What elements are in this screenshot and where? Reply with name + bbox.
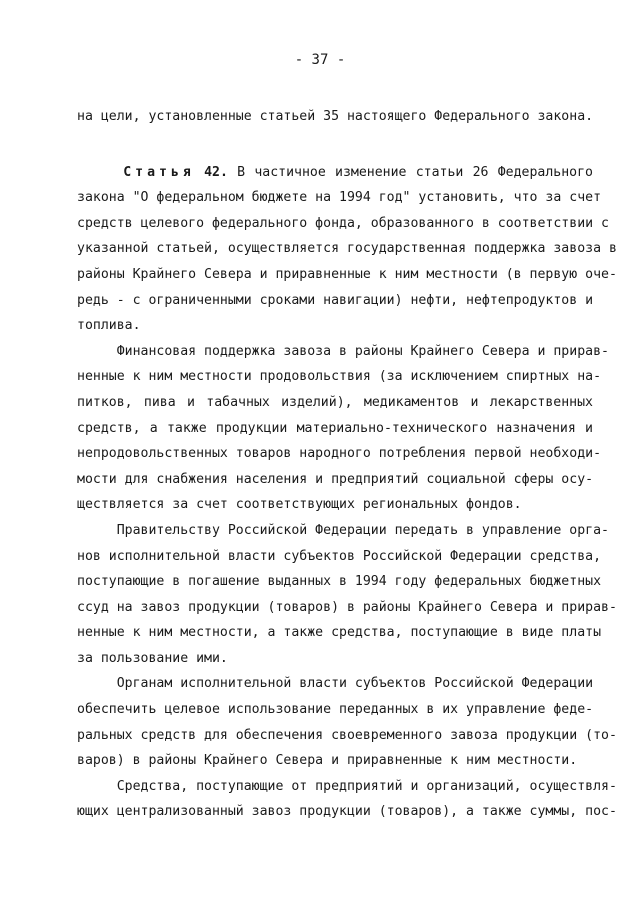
text-line: средств целевого федерального фонда, образованного в соответствии с <box>77 215 609 231</box>
text-line: поступающие в погашение выданных в 1994 году федеральных бюджетных <box>77 574 602 590</box>
page-number: - 37 - <box>294 52 346 68</box>
text-line: Органам исполнительной власти субъектов Российской Федерации <box>77 676 594 692</box>
text-line: указанной статьей, осуществляется государственная поддержка завоза в <box>77 241 617 257</box>
text-line: ненные к ним местности, а также средства, поступающие в виде платы <box>77 625 602 641</box>
article-text: В частичное изменение статьи 26 Федерального <box>227 164 593 180</box>
text-line: за пользование ими. <box>77 650 228 666</box>
paragraph-gap <box>77 130 593 160</box>
article-number: 42. <box>204 164 228 180</box>
text-line: мости для снабжения населения и предприятий социальной сферы осу- <box>77 471 594 487</box>
text-line: ненные к ним местности продовольствия (за исключением спиртных на- <box>77 369 602 385</box>
text-line: обеспечить целевое использование переданных в их управление феде- <box>77 702 594 718</box>
text-line: Финансовая поддержка завоза в районы Крайнего Севера и прирав- <box>77 343 609 359</box>
article-heading-line <box>77 160 593 186</box>
text-line: нов исполнительной власти субъектов Российской Федерации средства, <box>77 548 602 564</box>
text-line: закона "О федеральном бюджете на 1994 год" установить, что за счет <box>77 190 602 206</box>
article-label: Статья <box>123 164 195 180</box>
text-line: редь - с ограниченными сроками навигации) нефти, нефтепродуктов и <box>77 292 594 308</box>
text-line: топлива. <box>77 318 141 334</box>
text-line: Правительству Российской Федерации передать в управление орга- <box>77 522 609 538</box>
text-line: ссуд на завоз продукции (товаров) в районы Крайнего Севера и прирав- <box>77 599 617 615</box>
text-line: ющих централизованный завоз продукции (товаров), а также суммы, пос- <box>77 804 617 820</box>
text-line: ществляется за счет соответствующих региональных фондов. <box>77 497 522 513</box>
text-line: Средства, поступающие от предприятий и организаций, осуществля- <box>77 778 617 794</box>
text-line: районы Крайнего Севера и приравненные к ним местности (в первую оче- <box>77 266 617 282</box>
document-body <box>77 104 617 825</box>
text-line: варов) в районы Крайнего Севера и приравненные к ним местности. <box>77 753 578 769</box>
text-line: питков, пива и табачных изделий), медикаментов и лекарственных <box>77 394 593 410</box>
text-line: на цели, установленные статьей 35 настоящего Федерального закона. <box>77 109 594 124</box>
text-line: ральных средств для обеспечения своевременного завоза продукции (то- <box>77 727 617 743</box>
text-line: непродовольственных товаров народного потребления первой необходи- <box>77 446 602 462</box>
text-line: средств, а также продукции материально-технического назначения и <box>77 420 593 436</box>
